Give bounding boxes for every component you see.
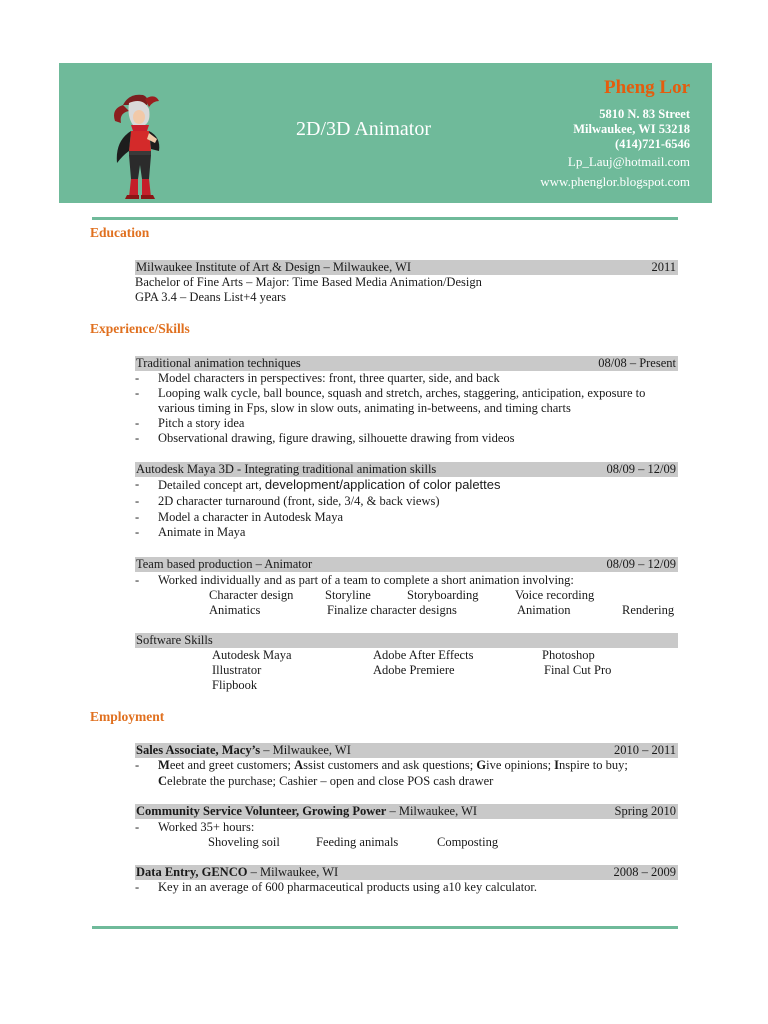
team-bar — [135, 557, 678, 572]
maya-heading: Autodesk Maya 3D - Integrating traditional animation skills — [136, 462, 437, 476]
maya-bar — [135, 462, 678, 477]
contact-block — [540, 77, 690, 192]
traditional-heading: Traditional animation techniques — [136, 356, 301, 370]
genco-role: Data Entry, GENCO — [136, 865, 248, 879]
traditional-dates: 08/08 – Present — [598, 356, 676, 370]
list-item-continuation: various timing in Fps, slow in slow outs, animating in-betweens, and timing charts — [158, 401, 571, 415]
volunteer-task: Feeding animals — [316, 835, 399, 849]
education-year: 2011 — [651, 260, 676, 274]
genco-bar — [135, 865, 678, 880]
software-bar — [135, 633, 678, 648]
education-title: Education — [90, 225, 150, 240]
employment-title: Employment — [90, 709, 165, 724]
genco-dates: 2008 – 2009 — [613, 865, 676, 879]
experience-title: Experience/Skills — [90, 321, 190, 336]
macys-location: – Milwaukee, WI — [260, 743, 351, 757]
team-skill: Voice recording — [515, 588, 595, 602]
animated-character-illustration — [109, 91, 169, 203]
macys-dates: 2010 – 2011 — [613, 743, 676, 757]
city-address: Milwaukee, WI 53218 — [573, 122, 690, 136]
macys-role: Sales Associate, Macy’s — [136, 743, 261, 757]
macys-bar — [135, 743, 678, 758]
job-title: 2D/3D Animator — [296, 118, 431, 140]
growing-role: Community Service Volunteer, Growing Power — [136, 804, 387, 818]
resume-header — [59, 63, 712, 203]
software-item: Flipbook — [212, 678, 258, 692]
website-link[interactable]: www.phenglor.blogspot.com — [540, 174, 690, 189]
team-dates: 08/09 – 12/09 — [606, 557, 676, 571]
gpa-line: GPA 3.4 – Deans List+4 years — [135, 290, 287, 304]
genco-location: – Milwaukee, WI — [247, 865, 339, 879]
software-item: Autodesk Maya — [212, 648, 292, 662]
top-divider — [92, 217, 678, 220]
software-item: Adobe Premiere — [373, 663, 455, 677]
team-skill: Finalize character designs — [327, 603, 457, 617]
maya-dates: 08/09 – 12/09 — [606, 462, 676, 476]
software-item: Final Cut Pro — [544, 663, 612, 677]
degree-line: Bachelor of Fine Arts – Major: Time Based Media Animation/Design — [135, 275, 482, 289]
software-item: Photoshop — [542, 648, 595, 662]
team-skill: Rendering — [622, 603, 675, 617]
volunteer-task: Shoveling soil — [208, 835, 280, 849]
education-bar — [135, 260, 678, 275]
growing-bar — [135, 804, 678, 819]
growing-location: – Milwaukee, WI — [386, 804, 478, 818]
applicant-name: Pheng Lor — [603, 77, 690, 98]
phone-number: (414)721-6546 — [615, 137, 690, 151]
team-skill: Character design — [209, 588, 294, 602]
team-heading: Team based production – Animator — [136, 557, 313, 571]
email-link[interactable]: Lp_Lauj@hotmail.com — [567, 154, 690, 169]
software-heading: Software Skills — [136, 633, 213, 647]
software-item: Illustrator — [212, 663, 262, 677]
growing-dates: Spring 2010 — [614, 804, 676, 818]
list-item-continuation: Celebrate the purchase; Cashier – open and close POS cash drawer — [158, 774, 494, 788]
team-skill: Storyline — [325, 588, 371, 602]
traditional-bar — [135, 356, 678, 371]
volunteer-task: Composting — [437, 835, 499, 849]
bottom-divider — [92, 926, 678, 929]
team-skill: Animatics — [209, 603, 261, 617]
street-address: 5810 N. 83 Street — [599, 107, 690, 121]
school-name: Milwaukee Institute of Art & Design – Milwaukee, WI — [136, 260, 412, 274]
software-item: Adobe After Effects — [373, 648, 474, 662]
team-skill: Storyboarding — [407, 588, 479, 602]
team-skill: Animation — [517, 603, 571, 617]
